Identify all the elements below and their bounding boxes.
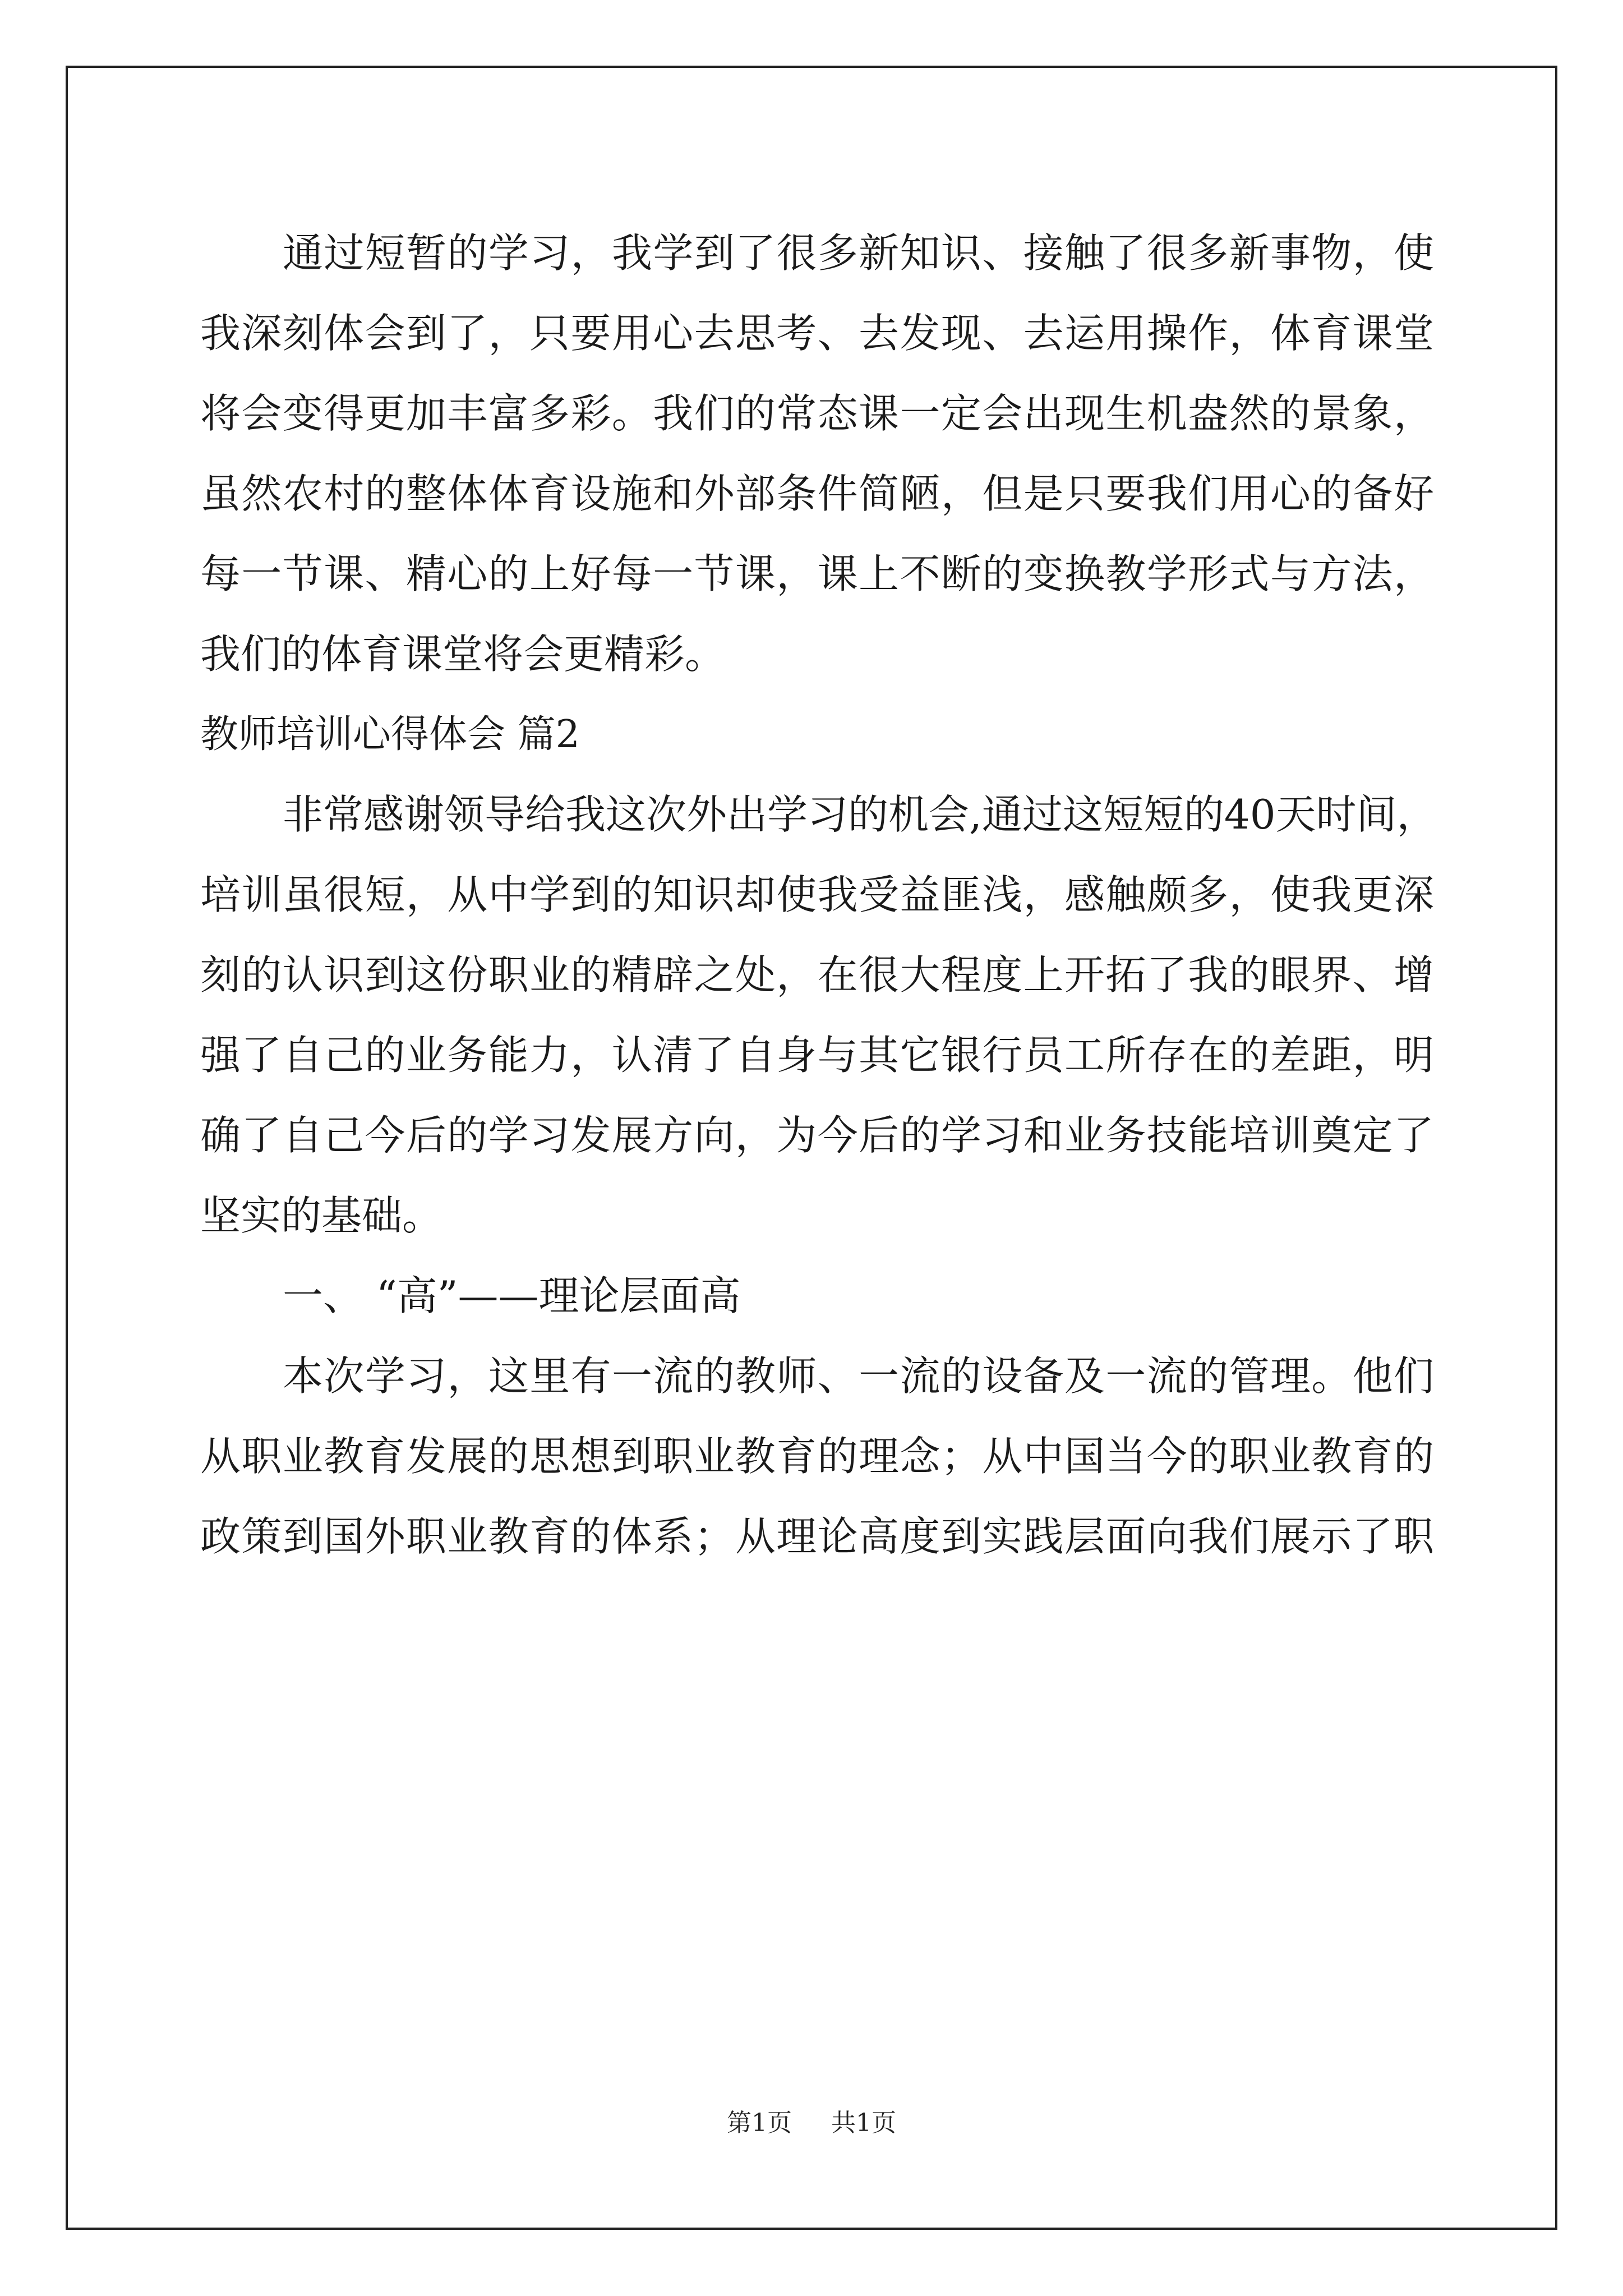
document-body xyxy=(200,213,1437,1577)
paragraph-line: 本次学习，这里有一流的教师、一流的设备及一流的管理。他们 xyxy=(283,1352,1434,1400)
paragraph-line: 将会变得更加丰富多彩。我们的常态课一定会出现生机盎然的景象， xyxy=(200,390,1434,437)
paragraph-1 xyxy=(200,213,1434,694)
paragraph-2 xyxy=(200,775,1437,1256)
paragraph-line: 培训虽很短，从中学到的知识却使我受益匪浅，感触颇多，使我更深 xyxy=(200,871,1434,918)
paragraph-line: 确了自己今后的学习发展方向，为今后的学习和业务技能培训奠定了 xyxy=(200,1112,1434,1159)
paragraph-line: 我们的体育课堂将会更精彩。 xyxy=(200,631,726,678)
paragraph-line: 通过短暂的学习，我学到了很多新知识、接触了很多新事物，使 xyxy=(283,229,1434,277)
paragraph-line: 非常感谢领导给我这次外出学习的机会,通过这短短的40天时间， xyxy=(283,791,1437,838)
paragraph-line: 政策到国外职业教育的体系；从理论高度到实践层面向我们展示了职 xyxy=(200,1513,1434,1560)
paragraph-line: 刻的认识到这份职业的精辟之处，在很大程度上开拓了我的眼界、增 xyxy=(200,951,1434,999)
paragraph-line: 坚实的基础。 xyxy=(200,1192,443,1239)
paragraph-3 xyxy=(200,1336,1434,1577)
subsection-heading: 一、 “高”——理论层面高 xyxy=(283,1272,741,1319)
paragraph-line: 从职业教育发展的思想到职业教育的理念；从中国当今的职业教育的 xyxy=(200,1433,1434,1480)
paragraph-line: 虽然农村的整体体育设施和外部条件简陋，但是只要我们用心的备好 xyxy=(200,470,1434,517)
page-footer xyxy=(0,2102,1623,2138)
paragraph-line: 我深刻体会到了，只要用心去思考、去发现、去运用操作，体育课堂 xyxy=(200,310,1434,357)
page-number-current: 第1页 xyxy=(727,2109,792,2137)
paragraph-line: 强了自己的业务能力，认清了自身与其它银行员工所存在的差距，明 xyxy=(200,1032,1434,1079)
section-heading: 教师培训心得体会 篇2 xyxy=(200,712,580,757)
paragraph-line: 每一节课、精心的上好每一节课，课上不断的变换教学形式与方法， xyxy=(200,550,1434,597)
page-number-total: 共1页 xyxy=(831,2109,896,2137)
